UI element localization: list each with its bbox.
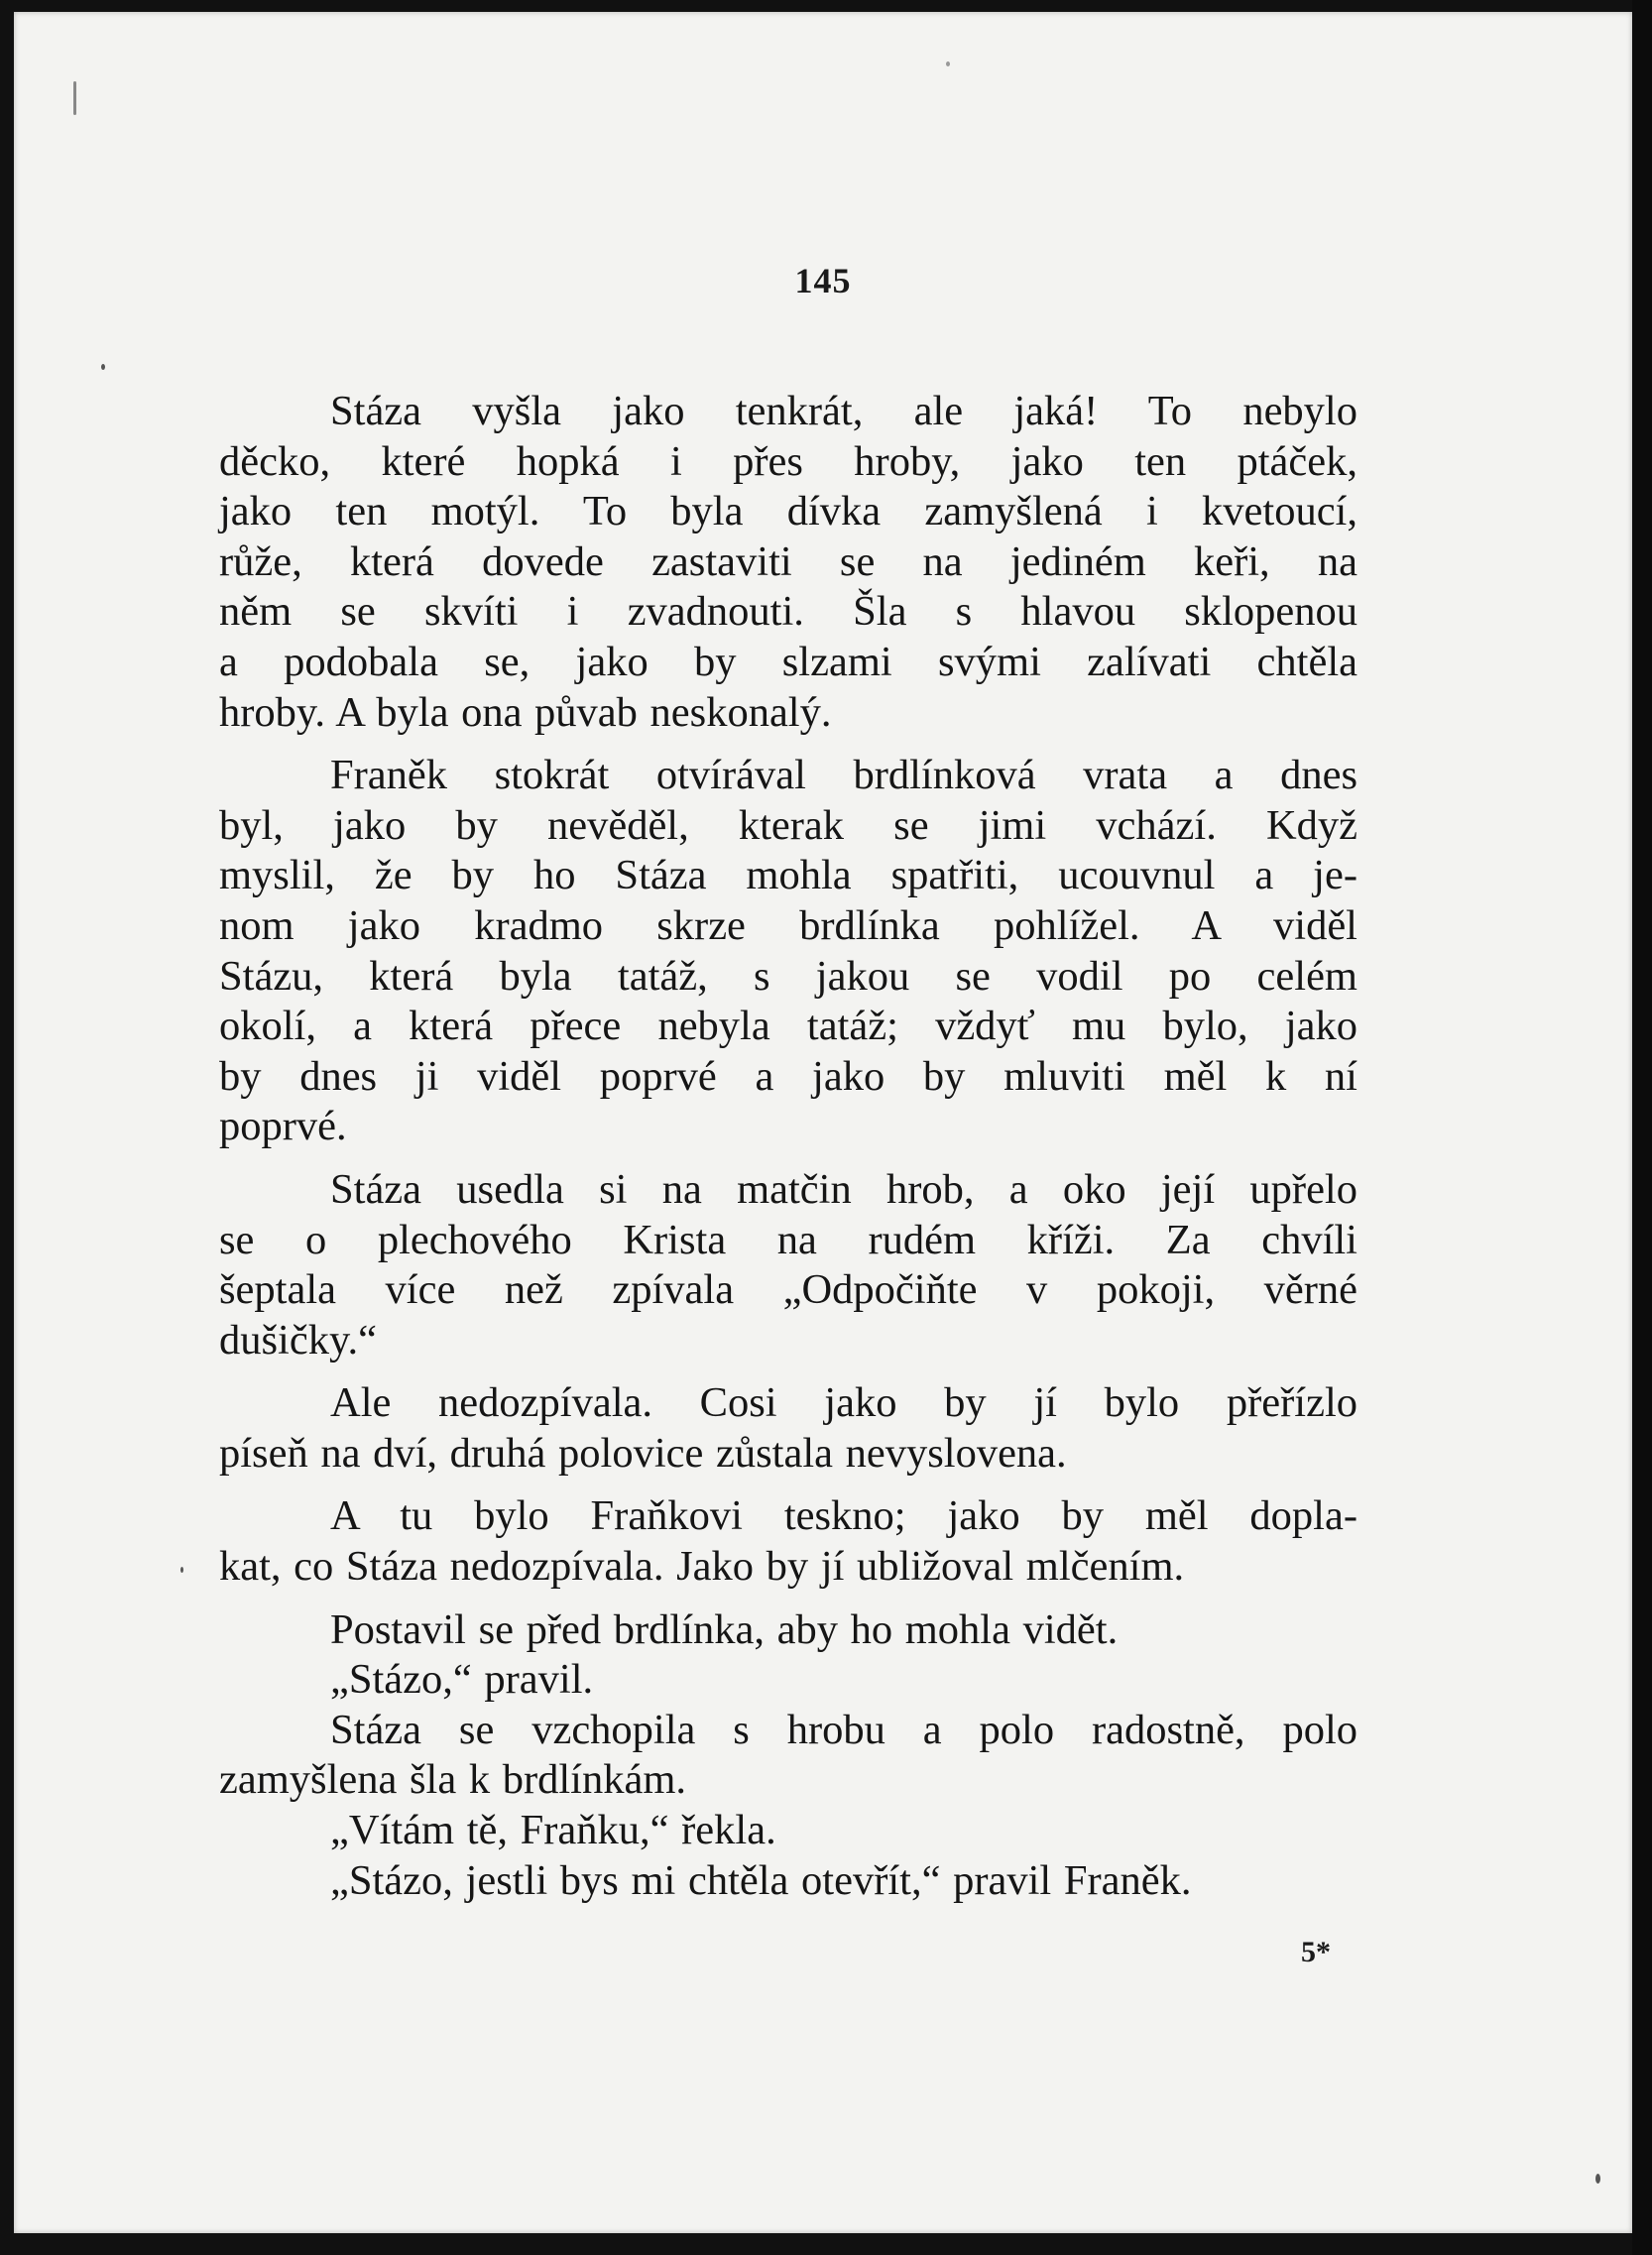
text-line: „Stázo, jestli bys mi chtěla otevřít,“ pravil Franěk. [330, 1856, 1192, 1904]
text-line: „Stázo,“ pravil. [330, 1656, 594, 1704]
paragraph [219, 387, 1357, 738]
text-line: Stázu, která byla tatáž, s jakou se vodil po celém [219, 952, 1357, 1000]
text-line: se o plechového Krista na rudém kříži. Za chvíli [219, 1216, 1357, 1263]
text-line: jako ten motýl. To byla dívka zamyšlená i kvetoucí, [219, 488, 1357, 535]
scan-speck [180, 1567, 183, 1573]
text-line: děcko, které hopká i přes hroby, jako ten ptáček, [219, 437, 1357, 485]
paragraph [219, 1655, 1357, 1706]
text-line: „Vítám tě, Fraňku,“ řekla. [330, 1807, 776, 1854]
scan-speck [73, 81, 76, 115]
scan-border [1632, 0, 1652, 2255]
text-line: píseň na dví, druhá polovice zůstala nevyslovena. [219, 1429, 1067, 1477]
text-line: by dnes ji viděl poprvé a jako by mluviti měl k ní [219, 1052, 1357, 1100]
text-line: Stáza usedla si na matčin hrob, a oko její upřelo [330, 1165, 1357, 1213]
text-line: myslil, že by ho Stáza mohla spatřiti, ucouvnul a je- [219, 852, 1357, 899]
body-text [219, 387, 1357, 1906]
page-number: 145 [794, 261, 852, 300]
text-line: Stáza se vzchopila s hrobu a polo radostně, polo [330, 1706, 1357, 1753]
text-line: okolí, a která přece nebyla tatáž; vždyť mu bylo, jako [219, 1003, 1357, 1050]
book-page [14, 12, 1632, 2233]
text-line: něm se skvíti i zvadnouti. Šla s hlavou sklopenou [219, 588, 1357, 636]
text-line: a podobala se, jako by slzami svými zalívati chtěla [219, 638, 1357, 685]
text-line: Franěk stokrát otvírával brdlínková vrata a dnes [330, 752, 1357, 799]
paragraph [219, 1706, 1357, 1806]
text-line: šeptala více než zpívala „Odpočiňte v pokoji, věrné [219, 1266, 1357, 1314]
paragraph [219, 1491, 1357, 1592]
text-line: Postavil se před brdlínka, aby ho mohla vidět. [330, 1605, 1119, 1653]
text-line: růže, která dovede zastaviti se na jediném keři, na [219, 537, 1357, 585]
text-line: hroby. A byla ona půvab neskonalý. [219, 688, 832, 736]
text-line: dušičky.“ [219, 1316, 377, 1364]
paragraph [219, 751, 1357, 1152]
text-line: kat, co Stáza nedozpívala. Jako by jí ubližoval mlčením. [219, 1543, 1185, 1591]
text-line: Ale nedozpívala. Cosi jako by jí bylo přeřízlo [330, 1379, 1357, 1427]
text-line: nom jako kradmo skrze brdlínka pohlížel. A viděl [219, 901, 1357, 949]
paragraph [219, 1856, 1357, 1907]
paragraph [219, 1165, 1357, 1365]
paragraph [219, 1378, 1357, 1479]
signature-mark: 5* [1301, 1936, 1331, 1968]
text-line: zamyšlena šla k brdlínkám. [219, 1756, 687, 1804]
text-line: poprvé. [219, 1103, 347, 1150]
scan-speck [1595, 2174, 1600, 2184]
scan-speck [946, 61, 950, 66]
text-line: byl, jako by nevěděl, kterak se jimi vchází. Když [219, 801, 1357, 849]
text-line: A tu bylo Fraňkovi teskno; jako by měl dopla- [330, 1492, 1357, 1540]
text-line: Stáza vyšla jako tenkrát, ale jaká! To nebylo [330, 388, 1357, 434]
scan-speck [101, 364, 105, 370]
paragraph [219, 1806, 1357, 1856]
paragraph [219, 1605, 1357, 1656]
